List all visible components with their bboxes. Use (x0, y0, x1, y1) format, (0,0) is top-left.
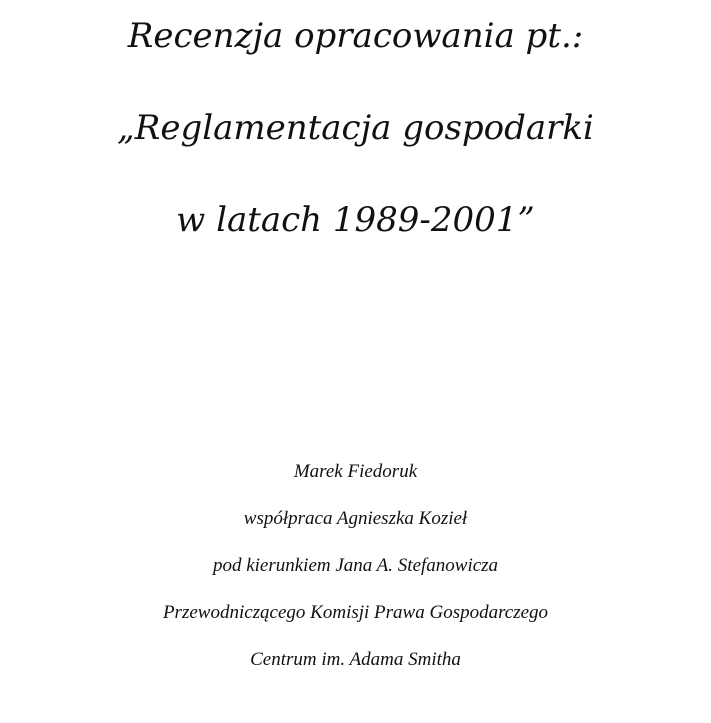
supervisor-position: Przewodniczącego Komisji Prawa Gospodarczego (162, 602, 549, 623)
title-line-1: Recenzja opracowania pt.: (127, 16, 584, 56)
document-title (0, 14, 711, 242)
collaborator-line: współpraca Agnieszka Kozieł (243, 508, 468, 529)
title-line-3: w latach 1989-2001” (176, 200, 535, 240)
author-name: Marek Fiedoruk (293, 461, 418, 482)
credits-block (0, 460, 711, 672)
title-line-2: „Reglamentacja gospodarki (117, 108, 594, 148)
institution-name: Centrum im. Adama Smitha (250, 649, 461, 670)
supervisor-line: pod kierunkiem Jana A. Stefanowicza (212, 555, 499, 576)
